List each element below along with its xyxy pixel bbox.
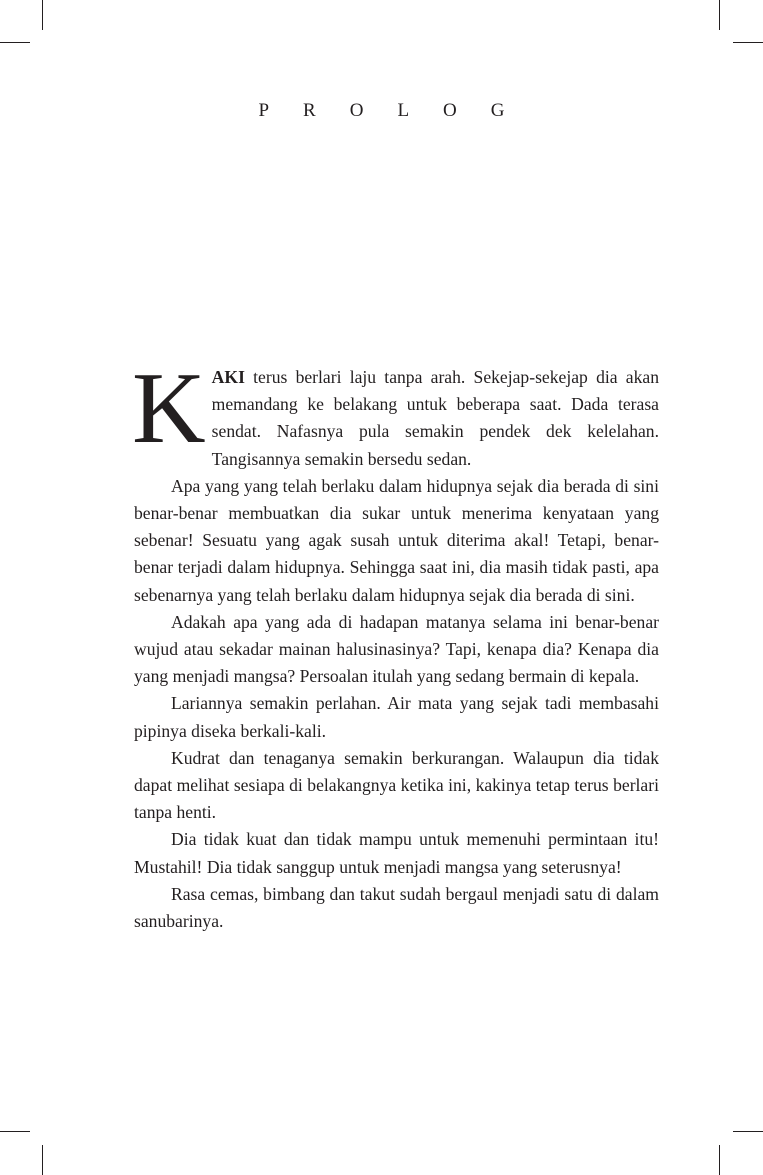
paragraph: Adakah apa yang ada di hadapan matanya selama ini benar-benar wujud atau sekadar mainan halusinasinya? Tapi, kenapa dia? Kenapa dia yang menjadi mangsa? Persoalan itulah yang sedang bermain di kepala.	[134, 611, 659, 687]
crop-mark-top-left-horizontal	[0, 42, 30, 43]
crop-mark-bottom-right-vertical	[719, 1145, 720, 1175]
page-title: PROLOG	[258, 100, 539, 121]
crop-mark-bottom-left-vertical	[42, 1145, 43, 1175]
crop-mark-top-right-horizontal	[733, 42, 763, 43]
lead-word: AKI	[211, 367, 245, 387]
first-paragraph-text: terus berlari laju tanpa arah. Sekejap-sekejap dia akan memandang ke belakang untuk beberapa saat. Dada terasa sendat. Nafasnya pula semakin pendek dek kelelahan. Tangisannya semakin bersedu sedan.	[211, 367, 659, 469]
chapter-body	[132, 352, 659, 935]
drop-cap: K	[132, 352, 206, 465]
first-paragraph	[132, 352, 659, 473]
paragraph: Kudrat dan tenaganya semakin berkurangan. Walaupun dia tidak dapat melihat sesiapa di belakangnya ketika ini, kakinya tetap terus berlari tanpa henti.	[134, 747, 659, 823]
paragraph: Rasa cemas, bimbang dan takut sudah bergaul menjadi satu di dalam sanubarinya.	[134, 883, 659, 932]
crop-mark-bottom-left-horizontal	[0, 1131, 30, 1132]
crop-mark-top-right-vertical	[719, 0, 720, 30]
crop-mark-top-left-vertical	[42, 0, 43, 30]
crop-mark-bottom-right-horizontal	[733, 1131, 763, 1132]
paragraph: Apa yang yang telah berlaku dalam hidupnya sejak dia berada di sini benar-benar membuatkan dia sukar untuk menerima kenyataan yang sebenar! Sesuatu yang agak susah untuk diterima akal! Tetapi, benar-benar terjadi dalam hidupnya. Sehingga saat ini, dia masih tidak pasti, apa sebenarnya yang telah berlaku dalam hidupnya sejak dia berada di sini.	[134, 475, 659, 605]
paragraph: Dia tidak kuat dan tidak mampu untuk memenuhi permintaan itu! Mustahil! Dia tidak sanggup untuk menjadi mangsa yang seterusnya!	[134, 829, 659, 877]
paragraph: Lariannya semakin perlahan. Air mata yang sejak tadi membasahi pipinya diseka berkali-kali.	[134, 693, 659, 741]
